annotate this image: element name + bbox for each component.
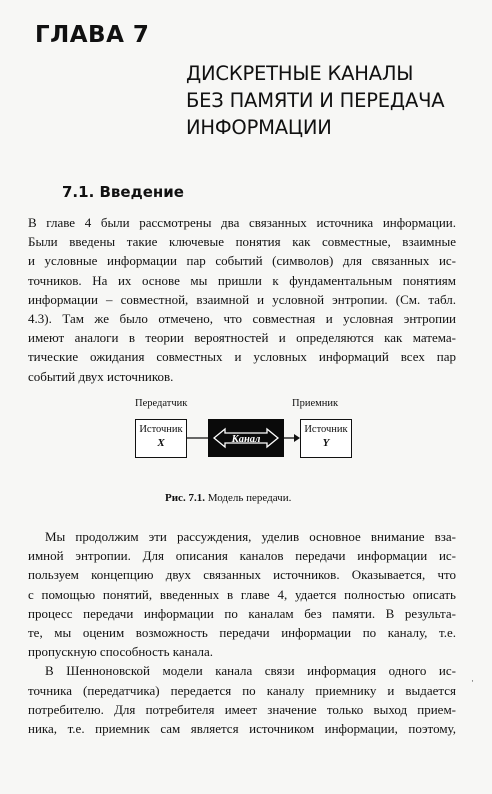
source-x-variable: X: [157, 437, 165, 449]
caption-number: Рис. 7.1.: [165, 492, 205, 504]
text-line: с помощью понятий, введенных в главе 4, удается полностью описать: [28, 586, 456, 602]
chapter-title-line: ИНФОРМАЦИИ: [186, 116, 332, 139]
source-x-box: [135, 419, 187, 458]
transmitter-label: Передатчик: [135, 398, 188, 409]
text-line: пользуем концепцию двух связанных источников. Оказывается, что: [28, 567, 456, 583]
chapter-title-line: ДИСКРЕТНЫЕ КАНАЛЫ: [186, 62, 414, 85]
intro-paragraph: [28, 213, 456, 386]
text-line: ника, т.е. приемник сам является источником информации, поэтому,: [28, 721, 456, 737]
channel-label: Канал: [231, 434, 261, 445]
text-line: процесс передачи информации по каналам без памяти. В результа-: [28, 605, 456, 621]
source-y-variable: Y: [322, 437, 330, 449]
text-line: тические ожидания совместных и условных информаций всех пар: [28, 349, 456, 365]
text-line: В главе 4 были рассмотрены два связанных источника информации.: [28, 215, 456, 230]
figure-caption: [165, 492, 291, 504]
chapter-title: [186, 60, 476, 141]
double-arrow-icon: [208, 419, 284, 457]
text-line: имеют аналоги в теории вероятностей и определяются как матема-: [28, 330, 456, 346]
text-line: 4.3). Там же было отмечено, что совместная и условная энтропии: [28, 311, 456, 327]
source-y-label: Источник: [304, 424, 348, 435]
text-line: потребителю. Для потребителя имеет значение только выход прием-: [28, 701, 456, 717]
chapter-heading: ГЛАВА 7: [35, 22, 150, 48]
caption-text: Модель передачи.: [207, 492, 292, 504]
text-line: имной энтропии. Для описания каналов передачи информации ис-: [28, 548, 456, 564]
body-paragraph: [28, 527, 456, 738]
text-line: В Шенноновской модели канала связи информация одного ис-: [45, 663, 456, 679]
source-x-label: Источник: [139, 424, 183, 435]
text-line: пропускную способность канала.: [28, 644, 214, 660]
text-line: и условные информации пар событий (символов) для связанных ис-: [28, 253, 456, 269]
section-heading: 7.1. Введение: [62, 183, 184, 201]
text-line: те, мы оценим возможность передачи информации по каналу, т.е.: [28, 625, 456, 641]
text-line: событий двух источников.: [28, 368, 174, 384]
source-y-box: [300, 419, 352, 458]
text-line: Были введены такие ключевые понятия как совместные, взаимные: [28, 234, 456, 250]
text-line: точника (передатчика) передается по каналу приемнику и выдается: [28, 682, 456, 698]
text-line: информации – совместной, взаимной и условной энтропии. (См. табл.: [28, 291, 456, 307]
text-line: точников. На их основе мы пришли к фундаментальным понятиям: [28, 272, 456, 288]
text-line: Мы продолжим эти рассуждения, уделив основное внимание вза-: [45, 529, 456, 544]
chapter-title-line: БЕЗ ПАМЯТИ И ПЕРЕДАЧА: [186, 89, 445, 112]
channel-block: [208, 419, 284, 457]
receiver-label: Приемник: [292, 398, 339, 409]
margin-speck: ·: [471, 676, 474, 686]
